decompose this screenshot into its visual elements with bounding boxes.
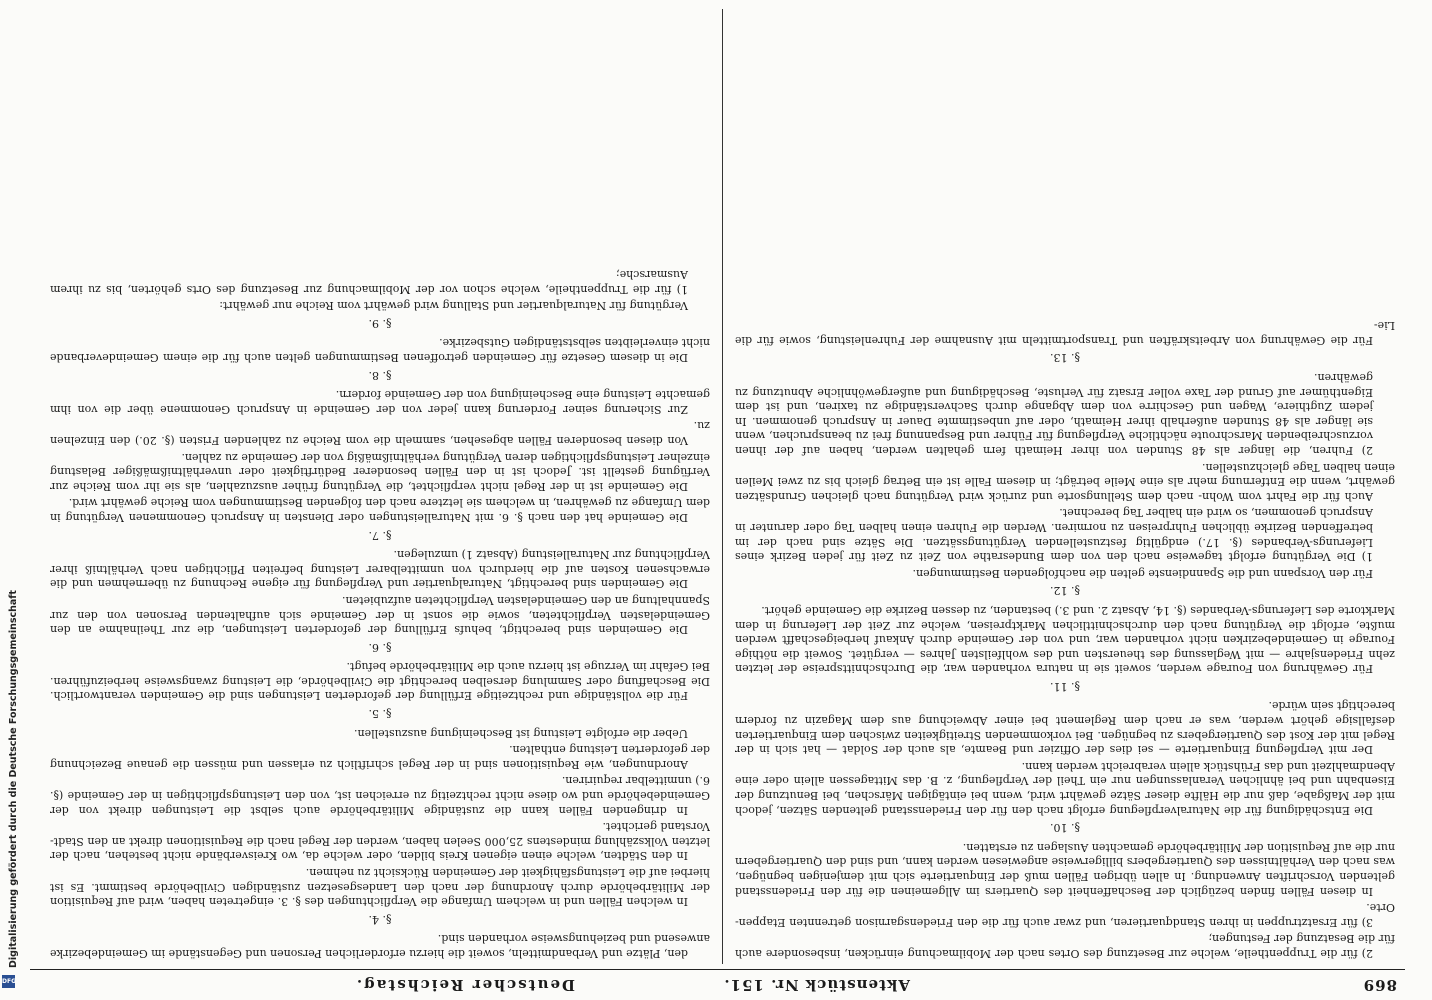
rotated-document-page <box>20 0 1415 1000</box>
paragraph: Für Gewährung von Fourage werden, soweit sie in natura vorhanden war, die Durchschnittspreise der letzten zehn Friedensjahre — mit Weglassung des theuersten und des wohlfeilsten Jahres — vergütet. Soweit die nöthige Fourage in Gemeindebezirken nicht vorhanden war, und von der Gemeinde durch Ankauf herbeigeschafft werden mußte, erfolgt die Vergütung nach den durchschnittlichen Marktpreisen, welche zur Zeit der Lieferung in dem Marktorte des Lieferungs-Verbandes (§. 14, Absatz 2. und 3.) bestanden, zu dessen Bezirke die Gemeinde gehört. <box>735 603 1395 676</box>
section-heading: §. 7. <box>368 528 392 542</box>
section-heading: §. 9. <box>368 316 392 330</box>
paragraph: Die Gemeinden sind berechtigt, behufs Erfüllung der geforderten Leistungen, die zur Theilnahme an den Gemeindelasten Verpflichteten, sowie die sonst in der Gemeinde sich aufhaltenden Personen von den zur Spannhaltung an den Gemeindelasten Verpflichteten aufzubieten. <box>50 593 710 637</box>
paragraph: Zur Sicherung seiner Forderung kann jeder von der Gemeinde in Anspruch Genommene über die von ihm gemachte Leistung eine Bescheinigung von der Gemeinde fordern. <box>50 388 710 416</box>
section-heading: §. 13. <box>1050 351 1080 365</box>
section-heading: §. 5. <box>368 707 392 721</box>
paragraph: In diesen Fällen finden bezüglich der Beschaffenheit des Quartiers im Allgemeinen die für den Friedensstand geltenden Vorschriften Anwendung. In allen übrigen Fällen muß der Einquartierte sich mit demjenigen begnügen, was nach den Verhältnissen des Quartiergebers billigerweise angewiesen werden kann, und sind den Quartiergebern nur die auf Requisition der Militärbehörde gemachten Auslagen zu erstatten. <box>735 840 1395 898</box>
paragraph: Von diesen besonderen Fällen abgesehen, sammeln die vom Reiche zu zahlenden Fristen (§. 20.) den Einzelnen zu. <box>50 419 710 447</box>
paragraph: In dringenden Fällen kann die zuständige Militärbehörde auch selbst die Leistungen direkt von der Gemeindebehörde und wo diese nicht rechtzeitig zu erreichen ist, von den Leistungspflichtigen in der Gemeinde (§. 6.) unmittelbar requiriren. <box>50 774 710 817</box>
paragraph: Vergütung für Naturalquartier und Stallung wird gewährt vom Reiche nur gewährt: <box>219 299 688 313</box>
paragraph: Die Gemeinde ist in der Regel nicht verpflichtet, die Vergütung früher auszuzahlen, als sie ihr vom Reiche zur Verfügung gestellt ist. Jedoch ist in den Fällen besonderer Bedürftigkeit oder unverhältnißmäßiger Belastung einzelner Leistungspflichtigen deren Vergütung verhältnißmäßig von der Gemeinde zu zahlen. <box>50 450 710 493</box>
digitization-credit: Digitalisierung gefördert durch die Deutsche Forschungsgemeinschaft <box>8 590 19 968</box>
section-heading: §. 11. <box>1050 679 1080 693</box>
paragraph: Die Entschädigung für die Naturalverpflegung erfolgt nach den für den Friedensstand geltenden Sätzen, jedoch mit der Maßgabe, daß nur die Hälfte dieser Sätze gewährt wird, wenn bei eintägigen Märschen, bei Benutzung der Eisenbahn und bei ähnlichen Veranlassungen nur ein Theil der Verpflegung, z. B. das Mittagessen allein oder eine Abendmahlzeit und das Frühstück allein verabreicht werden kann. <box>735 759 1395 817</box>
running-title: Deutscher Reichstag. <box>354 976 575 994</box>
section-heading: §. 8. <box>368 368 392 382</box>
paragraph: den, Plätze und Verbandmitteln, soweit die hierzu erforderlichen Personen und Gegenstände im Gemeindebezirke anwesend und beziehungsweise vorhanden sind. <box>50 932 710 960</box>
paragraph: Für den Vorspann und die Spanndienste gelten die nachfolgenden Bestimmungen. <box>912 566 1373 580</box>
paragraph: Anordnungen, wie Requisitionen sind in der Regel schriftlich zu erlassen und müssen die genaue Bezeichnung der geforderten Leistung enthalten. <box>50 743 710 771</box>
document-label: Aktenstück Nr. 151. <box>723 976 910 994</box>
paragraph: 3) für Ersatztruppen in ihren Standquartieren, und zwar auch für die den Friedensgarnison getrennten Etappen-Orte. <box>735 901 1395 929</box>
paragraph: Für die Gewährung von Arbeitskräften und Transportmitteln mit Ausnahme der Fuhrenleistung, sowie für die Lie- <box>735 319 1395 347</box>
left-text-column <box>735 15 1395 960</box>
paragraph: Die Gemeinden sind berechtigt, Naturalquartier und Verpflegung für eigene Rechnung zu übernehmen und die erwachsenen Kosten auf die hierdurch von unmittelbarer Leistung befreiten Pflichtigen nach Verhältniß ihrer Verpflichtung zur Naturalleistung (Absatz 1) umzulegen. <box>50 548 710 591</box>
right-text-column <box>50 15 710 960</box>
section-heading: §. 4. <box>368 912 392 926</box>
list-item: 1) für die Truppentheile, welche schon vor der Mobilmachung zur Besetzung des Orts gehörten, bis zu ihrem Ausmarsche; <box>50 268 688 296</box>
paragraph: Die Gemeinde hat den nach §. 6. mit Naturalleistungen oder Diensten in Anspruch Genommenen Vergütung in dem Umfange zu gewähren, in welchem sie letztere nach den folgenden Bestimmungen vom Reiche gewährt wird. <box>50 496 710 524</box>
section-heading: §. 6. <box>368 640 392 654</box>
paragraph: Ueber die erfolgte Leistung ist Bescheinigung auszustellen. <box>353 726 688 740</box>
column-divider <box>722 9 723 964</box>
page-number: 869 <box>1362 976 1397 994</box>
paragraph: Der mit Verpflegung Einquartierte — sei dies der Offizier und Beamte, als auch der Soldat — hat sich in der Regel mit der Kost des Quartiergebers zu begnügen. Bei vorkommenden Streitigkeiten zwischen dem Einquartierten desfallsige gehört werden, was er nach dem Reglement bei einer Abweichung aus dem Magazin zu fordern berechtigt sein würde. <box>735 699 1395 757</box>
section-heading: §. 12. <box>1050 584 1080 598</box>
list-item: 2) Fuhren, die länger als 48 Stunden von ihrer Heimath fern gehalten werden, haben auf der ihnen vorzuschreibenden Marschroute nächtliche Verpflegung für Führer und Bespannung frei zu beanspruchen, wenn sie länger als 48 Stunden außerhalb ihrer Heimath, oder auf unbestimmte Dauer in Anspruch genommen. In jedem Zugthiere, Wagen und Geschirre von dem Abgange durch Sachverständige zu taxiren, und ist dem Eigenthümer auf Grund der Taxe voller Ersatz für Verluste, Beschädigung und außergewöhnliche Abnutzung zu gewähren. <box>735 371 1373 457</box>
page-header <box>20 974 1415 994</box>
header-rule <box>30 969 1405 970</box>
paragraph: Für die vollständige und rechtzeitige Erfüllung der geforderten Leistungen sind die Gemeinden verantwortlich. Die Beschaffung oder Sammlung derselben berechtigt die Civilbehörde, die Leistung zwangsweise herbeizuführen. Bei Gefahr im Verzuge ist hierzu auch die Militärbehörde befugt. <box>50 660 710 703</box>
paragraph: In den Städten, welche einen eigenen Kreis bilden, oder welche da, wo Kreisverbände nicht bestehen, nach der letzten Volkszählung mindestens 25,000 Seelen haben, werden der Regel nach die Requisitionen direkt an den Stadt-Vorstand gerichtet. <box>50 820 710 863</box>
section-heading: §. 10. <box>1050 821 1080 835</box>
paragraph: Auch für die Fahrt vom Wohn- nach dem Stellungsorte und zurück wird Vergütung nach gleichen Grundsätzen gewährt, wenn die Entfernung mehr als eine Meile beträgt; in diesem Falle ist ein Betrag gleich bis zu zwei Meilen einen halben Tage gleichzustellen. <box>735 460 1395 503</box>
paragraph: 2) für die Truppentheile, welche zur Besetzung des Ortes nach der Mobilmachung einrücken, insbesondere auch für die Besatzung der Festungen; <box>735 932 1395 960</box>
list-item: 1) Die Vergütung erfolgt tageweise nach den von dem Bundesrathe von Zeit zu Zeit für jeden Bezirk eines Lieferungs-Verbandes (§. 17.) endgültig festzustellenden Vergütungssätzen. Die Sätze sind nach der im betreffenden Bezirke üblichen Fuhrpreisen zu normiren. Werden die Fuhren einen halben Tag oder darunter in Anspruch genommen, so wird ein halber Tag berechnet. <box>735 506 1373 564</box>
paragraph: In welchen Fällen und in welchem Umfange die Verpflichtungen des §. 3. eingetreten haben, wird auf Requisition der Militärbehörde durch Anordnung der nach den Landesgesetzen zuständigen Civilbehörde bestimmt. Es ist hierbei auf die Leistungsfähigkeit der Gemeinden Rücksicht zu nehmen. <box>50 866 710 909</box>
dfg-logo-icon: DFG <box>2 975 15 988</box>
paragraph: Die in diesem Gesetze für Gemeinden getroffenen Bestimmungen gelten auch für die einem Gemeindeverbande nicht einverleibten selbstständigen Gutsbezirke. <box>50 336 710 365</box>
